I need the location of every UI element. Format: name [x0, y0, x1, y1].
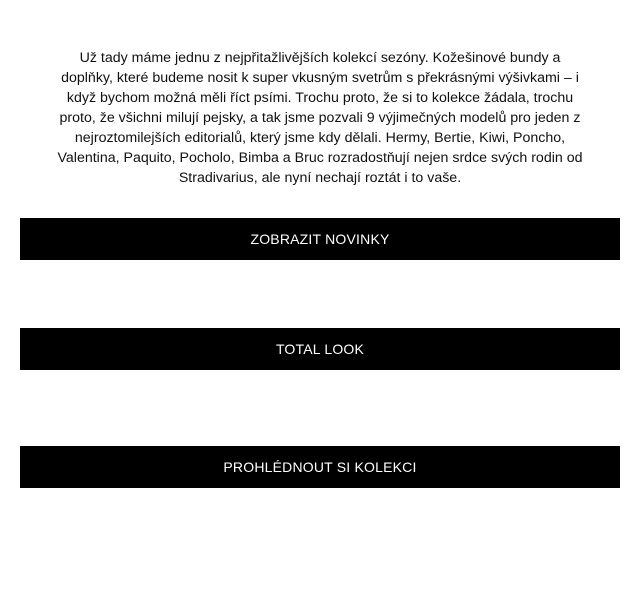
collection-intro-text: Už tady máme jednu z nejpřitažlivějších kolekcí sezóny. Kožešinové bundy a doplňky, které budeme nosit k super vkusným svetrům s překrásnými výšivkami – i když bychom možná měli říct psími. Trochu proto, že si to kolekce žádala, trochu proto, že všichni milují pejsky, a tak jsme pozvali 9 výjimečných modelů pro jeden z nejroztomilejších editorialů, který jsme kdy dělali. Hermy, Bertie, Kiwi, Poncho, Valentina, Paquito, Pocholo, Bimba a Bruc rozradostňují nejen srdce svých rodin od Stradivarius, ale nyní nechají roztát i to vaše.	[57, 50, 583, 186]
show-new-arrivals-button[interactable]: ZOBRAZIT NOVINKY	[20, 218, 620, 260]
total-look-button[interactable]: TOTAL LOOK	[20, 328, 620, 370]
view-collection-button[interactable]: PROHLÉDNOUT SI KOLEKCI	[20, 446, 620, 488]
